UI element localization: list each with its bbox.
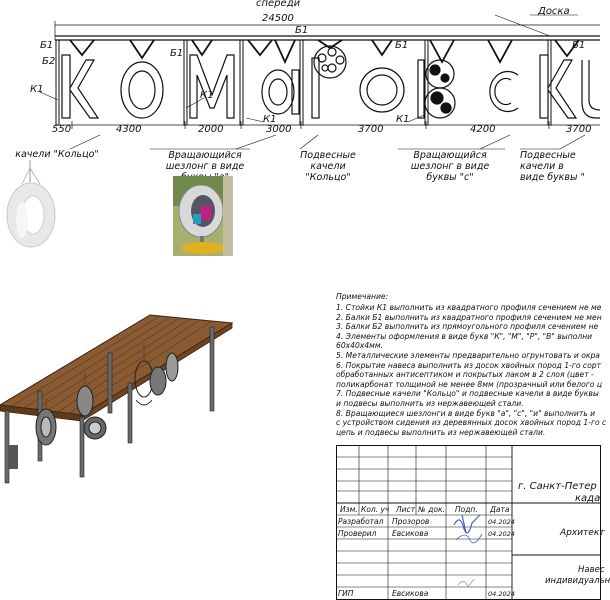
- tb-position: Архитект: [560, 528, 605, 538]
- tb-col-change: Изм.: [340, 505, 358, 514]
- note-line: поликарбонат толщиной не менее 8мм (прозрачный или белого ц: [336, 379, 603, 389]
- tb-city-2: када: [575, 493, 601, 504]
- tb-city: г. Санкт-Петер: [518, 481, 597, 492]
- beam-b1-label: Б1: [40, 40, 54, 51]
- tb-col-date: Дата: [490, 505, 510, 514]
- board-leader: [495, 15, 550, 36]
- letter-m: [190, 55, 234, 118]
- post-k1: [240, 40, 243, 125]
- beam-b1-label: Б1: [572, 40, 586, 51]
- tb-role: Разработал: [338, 517, 384, 526]
- ring-swing-photo: [0, 160, 60, 260]
- note-line: 60х40х4мм.: [336, 341, 384, 351]
- note-line: и подвесы выполнить из нержавеющей стали.: [336, 398, 524, 408]
- front-elevation-drawing: [0, 0, 600, 140]
- note-line: 3. Балки Б2 выполнить из прямоугольного профиля сечением не: [336, 322, 599, 332]
- callout-lounger-c: Вращающийся шезлонг в виде буквы "с": [410, 150, 490, 183]
- post-k1: [300, 40, 303, 125]
- note-line: 4. Элементы оформления в виде букв "К", "М", "Р", "В" выполни: [336, 331, 593, 341]
- notes-heading: Примечание:: [336, 292, 389, 301]
- beam-b1-label: Б1: [295, 25, 309, 36]
- letter-p: [312, 46, 346, 118]
- tb-col-sign: Подп.: [455, 505, 478, 514]
- tb-date: 04.2024: [488, 590, 515, 598]
- note-line: 5. Металлические элементы предварительно огрунтовать и окра: [336, 350, 600, 360]
- callout-hanging-ring: Подвесные качели "Кольцо": [300, 150, 356, 183]
- note-line: цепь и подвесы выполнить из нержавеющей стали.: [336, 427, 546, 437]
- letter-o-ring: [121, 62, 163, 118]
- dimension-value: 2000: [198, 124, 224, 135]
- callout-leaders: [0, 135, 600, 155]
- board-label: Доска: [538, 6, 570, 17]
- hangers: [70, 40, 579, 62]
- tb-col-sheet: Лист: [396, 505, 416, 514]
- post-k1-label: К1: [30, 84, 44, 95]
- signature: [456, 534, 482, 543]
- letter-c: [490, 72, 518, 112]
- note-line: 8. Вращающиеся шезлонги в виде букв "а", "с", "и" выполнить и: [336, 408, 596, 418]
- letter-v: [418, 60, 455, 118]
- note-line: с устройством сидения из деревянных досок хвойных пород 1-го с: [336, 418, 607, 428]
- total-length-dimension: 24500: [262, 13, 294, 24]
- post-k1: [184, 40, 187, 125]
- canopy-isometric-view: [0, 295, 330, 495]
- tb-object-2: индивидуальн: [545, 576, 610, 586]
- signature: [458, 579, 474, 587]
- letter-k: [62, 55, 98, 118]
- tb-name: Прозоров: [392, 517, 430, 526]
- dimension-value: 4200: [470, 124, 496, 135]
- tb-name: Евсикова: [392, 589, 429, 598]
- dimension-value: 3000: [266, 124, 292, 135]
- signature: [454, 515, 480, 533]
- tb-date: 04.2024: [488, 518, 515, 526]
- note-line: 1. Стойки К1 выполнить из квадратного профиля сечением не ме: [336, 303, 602, 312]
- letter-k-2: [540, 55, 576, 118]
- letter-o-chairs: [360, 68, 404, 112]
- beam-b1-label: Б1: [170, 48, 184, 59]
- post-k1: [56, 40, 59, 125]
- tb-col-docnum: № док.: [418, 505, 445, 514]
- callout-ring-swing: качели "Кольцо": [15, 149, 99, 160]
- dimension-value: 550: [52, 124, 72, 135]
- tb-name: Евсикова: [392, 529, 429, 538]
- callout-lounger-a: Вращающийся шезлонг в виде: [165, 150, 245, 172]
- note-line: 6. Покрытие навеса выполнить из досок хвойных пород 1-го сорт: [336, 360, 601, 370]
- tb-role: Проверил: [338, 529, 377, 538]
- callout-hanging-letter: Подвесные качели в виде буквы ": [520, 150, 585, 183]
- note-line: обработанных антисептиком и покрытых лаком в 2 слоя (цвет -: [336, 370, 594, 380]
- dimension-value: 4300: [116, 124, 142, 135]
- beam-b2-label: Б2: [42, 56, 56, 67]
- post-k1-label: К1: [396, 114, 410, 125]
- post-k1-label: К1: [263, 114, 277, 125]
- lounger-photo: [173, 176, 233, 256]
- letter-a: [262, 70, 299, 114]
- tb-col-count: Кол. уч: [361, 505, 390, 514]
- note-line: 2. Балки Б1 выполнить из квадратного профиля сечением не мен: [336, 312, 602, 322]
- tb-object: Навес: [578, 565, 605, 575]
- notes-list: [336, 303, 607, 437]
- post-k1-label: К1: [200, 90, 214, 101]
- tb-date: 04.2024: [488, 530, 515, 538]
- tb-role: ГИП: [338, 589, 354, 598]
- beam-b1-label: Б1: [395, 40, 409, 51]
- note-line: 7. Подвесные качели "Кольцо" и подвесные качели в виде буквы: [336, 389, 599, 399]
- view-label: спереди: [256, 0, 301, 9]
- dimension-value: 3700: [566, 124, 592, 135]
- letter-u: [582, 60, 600, 118]
- dimension-value: 3700: [358, 124, 384, 135]
